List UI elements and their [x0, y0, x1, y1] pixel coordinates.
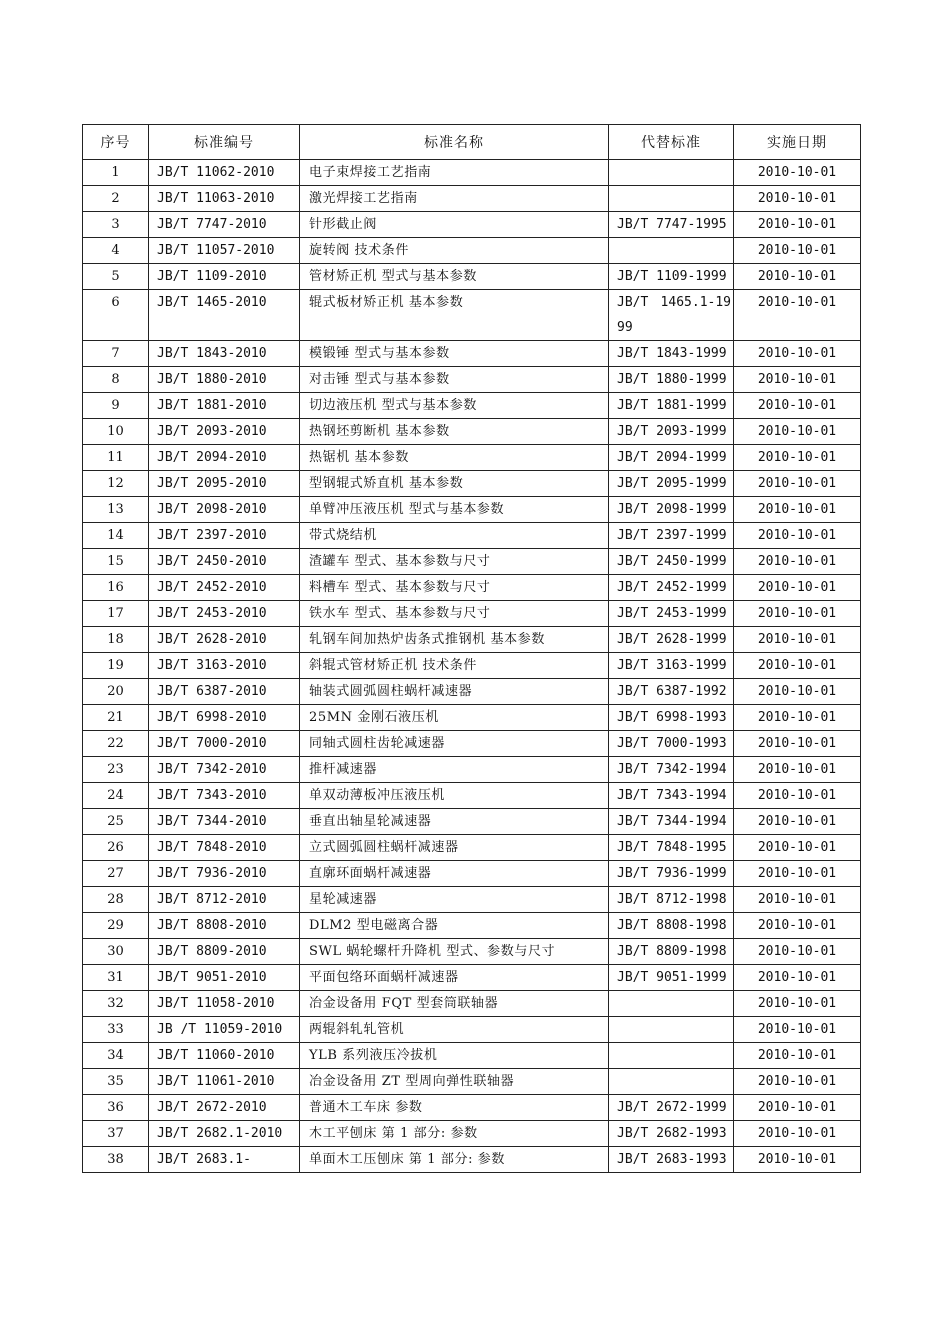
cell-implementation-date: 2010-10-01 — [734, 731, 861, 757]
cell-standard-name: 25MN 金刚石液压机 — [300, 705, 609, 731]
cell-replaced-standard: JB/T 8809-1998 — [609, 939, 734, 965]
cell-implementation-date: 2010-10-01 — [734, 627, 861, 653]
cell-implementation-date: 2010-10-01 — [734, 471, 861, 497]
cell-standard-code: JB/T 1465-2010 — [149, 290, 300, 341]
cell-replaced-standard: JB/T 8808-1998 — [609, 913, 734, 939]
cell-serial-no: 13 — [83, 497, 149, 523]
table-row — [83, 939, 861, 965]
cell-serial-no: 9 — [83, 393, 149, 419]
cell-serial-no: 33 — [83, 1017, 149, 1043]
header-standard-name: 标准名称 — [300, 125, 609, 160]
table-row — [83, 1095, 861, 1121]
cell-serial-no: 25 — [83, 809, 149, 835]
cell-standard-name: 推杆减速器 — [300, 757, 609, 783]
cell-standard-code: JB/T 2093-2010 — [149, 419, 300, 445]
cell-implementation-date: 2010-10-01 — [734, 913, 861, 939]
cell-replaced-standard: JB/T 6998-1993 — [609, 705, 734, 731]
cell-serial-no: 4 — [83, 238, 149, 264]
cell-standard-name: 两辊斜轧轧管机 — [300, 1017, 609, 1043]
cell-serial-no: 38 — [83, 1147, 149, 1173]
table-row — [83, 471, 861, 497]
cell-replaced-standard: JB/T 2093-1999 — [609, 419, 734, 445]
cell-standard-name: 斜辊式管材矫正机 技术条件 — [300, 653, 609, 679]
table-row — [83, 601, 861, 627]
table-row — [83, 991, 861, 1017]
cell-serial-no: 26 — [83, 835, 149, 861]
table-header-row — [83, 125, 861, 160]
cell-standard-name: 直廓环面蜗杆减速器 — [300, 861, 609, 887]
cell-implementation-date: 2010-10-01 — [734, 1017, 861, 1043]
cell-implementation-date: 2010-10-01 — [734, 238, 861, 264]
table-row — [83, 419, 861, 445]
table-row — [83, 783, 861, 809]
table-row — [83, 627, 861, 653]
cell-replaced-standard: JB/T 7342-1994 — [609, 757, 734, 783]
cell-serial-no: 8 — [83, 367, 149, 393]
cell-serial-no: 23 — [83, 757, 149, 783]
standards-table — [82, 124, 861, 1173]
cell-standard-code: JB/T 6998-2010 — [149, 705, 300, 731]
cell-standard-name: 料槽车 型式、基本参数与尺寸 — [300, 575, 609, 601]
cell-standard-name: 轧钢车间加热炉齿条式推钢机 基本参数 — [300, 627, 609, 653]
cell-replaced-standard: JB/T 3163-1999 — [609, 653, 734, 679]
cell-replaced-standard: JB/T 7936-1999 — [609, 861, 734, 887]
cell-serial-no: 36 — [83, 1095, 149, 1121]
cell-serial-no: 12 — [83, 471, 149, 497]
cell-standard-code: JB/T 2098-2010 — [149, 497, 300, 523]
cell-standard-name: 普通木工车床 参数 — [300, 1095, 609, 1121]
cell-standard-name: 激光焊接工艺指南 — [300, 186, 609, 212]
cell-implementation-date: 2010-10-01 — [734, 367, 861, 393]
cell-implementation-date: 2010-10-01 — [734, 549, 861, 575]
cell-standard-name: 单臂冲压液压机 型式与基本参数 — [300, 497, 609, 523]
table-row — [83, 1069, 861, 1095]
header-standard-code: 标准编号 — [149, 125, 300, 160]
cell-implementation-date: 2010-10-01 — [734, 575, 861, 601]
cell-standard-name: 冶金设备用 ZT 型周向弹性联轴器 — [300, 1069, 609, 1095]
table-row — [83, 160, 861, 186]
cell-implementation-date: 2010-10-01 — [734, 160, 861, 186]
cell-replaced-standard: JB/T 2094-1999 — [609, 445, 734, 471]
cell-serial-no: 15 — [83, 549, 149, 575]
cell-replaced-standard: JB/T 1843-1999 — [609, 341, 734, 367]
cell-implementation-date: 2010-10-01 — [734, 186, 861, 212]
cell-implementation-date: 2010-10-01 — [734, 445, 861, 471]
cell-serial-no: 20 — [83, 679, 149, 705]
cell-standard-name: 单双动薄板冲压液压机 — [300, 783, 609, 809]
cell-standard-code: JB/T 8809-2010 — [149, 939, 300, 965]
cell-serial-no: 17 — [83, 601, 149, 627]
table-row — [83, 445, 861, 471]
cell-standard-code: JB/T 2683.1- — [149, 1147, 300, 1173]
cell-standard-code: JB/T 2397-2010 — [149, 523, 300, 549]
cell-standard-name: SWL 蜗轮螺杆升降机 型式、参数与尺寸 — [300, 939, 609, 965]
table-row — [83, 705, 861, 731]
cell-serial-no: 37 — [83, 1121, 149, 1147]
cell-serial-no: 3 — [83, 212, 149, 238]
table-row — [83, 290, 861, 341]
cell-serial-no: 29 — [83, 913, 149, 939]
cell-standard-name: YLB 系列液压冷拔机 — [300, 1043, 609, 1069]
cell-implementation-date: 2010-10-01 — [734, 264, 861, 290]
cell-serial-no: 24 — [83, 783, 149, 809]
table-row — [83, 186, 861, 212]
cell-serial-no: 19 — [83, 653, 149, 679]
table-row — [83, 679, 861, 705]
cell-standard-name: 同轴式圆柱齿轮减速器 — [300, 731, 609, 757]
cell-replaced-standard — [609, 1069, 734, 1095]
cell-standard-code: JB/T 2453-2010 — [149, 601, 300, 627]
cell-replaced-standard: JB/T 2672-1999 — [609, 1095, 734, 1121]
cell-replaced-standard: JB/T 1465.1-1999 — [609, 290, 734, 341]
cell-standard-code: JB/T 11061-2010 — [149, 1069, 300, 1095]
table-row — [83, 731, 861, 757]
cell-standard-name: 对击锤 型式与基本参数 — [300, 367, 609, 393]
cell-replaced-standard: JB/T 2452-1999 — [609, 575, 734, 601]
cell-serial-no: 31 — [83, 965, 149, 991]
header-implementation-date: 实施日期 — [734, 125, 861, 160]
cell-standard-code: JB/T 11063-2010 — [149, 186, 300, 212]
cell-standard-name: 管材矫正机 型式与基本参数 — [300, 264, 609, 290]
cell-serial-no: 2 — [83, 186, 149, 212]
cell-standard-name: 冶金设备用 FQT 型套筒联轴器 — [300, 991, 609, 1017]
table-row — [83, 965, 861, 991]
table-row — [83, 523, 861, 549]
table-row — [83, 757, 861, 783]
cell-implementation-date: 2010-10-01 — [734, 705, 861, 731]
cell-standard-code: JB/T 2094-2010 — [149, 445, 300, 471]
cell-standard-code: JB/T 1880-2010 — [149, 367, 300, 393]
cell-implementation-date: 2010-10-01 — [734, 1043, 861, 1069]
cell-standard-code: JB/T 7342-2010 — [149, 757, 300, 783]
cell-replaced-standard — [609, 991, 734, 1017]
cell-replaced-standard: JB/T 2095-1999 — [609, 471, 734, 497]
cell-serial-no: 7 — [83, 341, 149, 367]
table-row — [83, 238, 861, 264]
table-row — [83, 809, 861, 835]
cell-standard-code: JB/T 2095-2010 — [149, 471, 300, 497]
cell-implementation-date: 2010-10-01 — [734, 991, 861, 1017]
cell-standard-name: 铁水车 型式、基本参数与尺寸 — [300, 601, 609, 627]
table-row — [83, 1147, 861, 1173]
cell-replaced-standard: JB/T 2453-1999 — [609, 601, 734, 627]
cell-standard-code: JB/T 11060-2010 — [149, 1043, 300, 1069]
cell-replaced-standard: JB/T 8712-1998 — [609, 887, 734, 913]
cell-serial-no: 30 — [83, 939, 149, 965]
cell-standard-name: 热锯机 基本参数 — [300, 445, 609, 471]
cell-replaced-standard: JB/T 7344-1994 — [609, 809, 734, 835]
cell-standard-name: DLM2 型电磁离合器 — [300, 913, 609, 939]
cell-serial-no: 6 — [83, 290, 149, 341]
cell-implementation-date: 2010-10-01 — [734, 290, 861, 341]
cell-implementation-date: 2010-10-01 — [734, 809, 861, 835]
cell-replaced-standard: JB/T 1109-1999 — [609, 264, 734, 290]
cell-standard-name: 单面木工压刨床 第 1 部分: 参数 — [300, 1147, 609, 1173]
cell-standard-name: 带式烧结机 — [300, 523, 609, 549]
cell-replaced-standard — [609, 1017, 734, 1043]
cell-implementation-date: 2010-10-01 — [734, 1069, 861, 1095]
cell-serial-no: 32 — [83, 991, 149, 1017]
cell-replaced-standard: JB/T 6387-1992 — [609, 679, 734, 705]
cell-standard-name: 平面包络环面蜗杆减速器 — [300, 965, 609, 991]
cell-standard-name: 型钢辊式矫直机 基本参数 — [300, 471, 609, 497]
cell-standard-code: JB/T 7344-2010 — [149, 809, 300, 835]
cell-replaced-standard: JB/T 2682-1993 — [609, 1121, 734, 1147]
table-row — [83, 1017, 861, 1043]
cell-standard-code: JB/T 2450-2010 — [149, 549, 300, 575]
cell-replaced-standard — [609, 1043, 734, 1069]
cell-serial-no: 18 — [83, 627, 149, 653]
table-row — [83, 549, 861, 575]
cell-standard-code: JB/T 7936-2010 — [149, 861, 300, 887]
cell-implementation-date: 2010-10-01 — [734, 757, 861, 783]
cell-implementation-date: 2010-10-01 — [734, 887, 861, 913]
cell-serial-no: 28 — [83, 887, 149, 913]
cell-serial-no: 27 — [83, 861, 149, 887]
cell-standard-code: JB/T 11062-2010 — [149, 160, 300, 186]
cell-standard-code: JB/T 2452-2010 — [149, 575, 300, 601]
cell-standard-code: JB/T 1109-2010 — [149, 264, 300, 290]
cell-replaced-standard: JB/T 7343-1994 — [609, 783, 734, 809]
cell-standard-name: 木工平刨床 第 1 部分: 参数 — [300, 1121, 609, 1147]
cell-standard-code: JB/T 2682.1-2010 — [149, 1121, 300, 1147]
cell-standard-name: 渣罐车 型式、基本参数与尺寸 — [300, 549, 609, 575]
cell-implementation-date: 2010-10-01 — [734, 783, 861, 809]
cell-standard-code: JB/T 7343-2010 — [149, 783, 300, 809]
cell-replaced-standard: JB/T 1880-1999 — [609, 367, 734, 393]
cell-standard-code: JB/T 7000-2010 — [149, 731, 300, 757]
cell-serial-no: 34 — [83, 1043, 149, 1069]
table-row — [83, 212, 861, 238]
cell-replaced-standard: JB/T 2628-1999 — [609, 627, 734, 653]
cell-standard-code: JB/T 1881-2010 — [149, 393, 300, 419]
table-row — [83, 1043, 861, 1069]
cell-standard-name: 星轮减速器 — [300, 887, 609, 913]
cell-implementation-date: 2010-10-01 — [734, 835, 861, 861]
cell-replaced-standard: JB/T 2098-1999 — [609, 497, 734, 523]
cell-replaced-standard: JB/T 2683-1993 — [609, 1147, 734, 1173]
cell-replaced-standard: JB/T 1881-1999 — [609, 393, 734, 419]
cell-standard-name: 针形截止阀 — [300, 212, 609, 238]
cell-implementation-date: 2010-10-01 — [734, 861, 861, 887]
cell-serial-no: 11 — [83, 445, 149, 471]
cell-implementation-date: 2010-10-01 — [734, 939, 861, 965]
cell-replaced-standard: JB/T 2450-1999 — [609, 549, 734, 575]
cell-standard-code: JB/T 11057-2010 — [149, 238, 300, 264]
cell-standard-name: 电子束焊接工艺指南 — [300, 160, 609, 186]
cell-standard-name: 垂直出轴星轮减速器 — [300, 809, 609, 835]
cell-replaced-standard: JB/T 9051-1999 — [609, 965, 734, 991]
cell-standard-code: JB /T 11059-2010 — [149, 1017, 300, 1043]
cell-serial-no: 35 — [83, 1069, 149, 1095]
cell-implementation-date: 2010-10-01 — [734, 601, 861, 627]
table-body — [83, 160, 861, 1173]
cell-standard-code: JB/T 11058-2010 — [149, 991, 300, 1017]
cell-serial-no: 14 — [83, 523, 149, 549]
table-row — [83, 1121, 861, 1147]
cell-implementation-date: 2010-10-01 — [734, 393, 861, 419]
table-row — [83, 393, 861, 419]
cell-implementation-date: 2010-10-01 — [734, 1121, 861, 1147]
table-row — [83, 264, 861, 290]
cell-replaced-standard: JB/T 7747-1995 — [609, 212, 734, 238]
cell-implementation-date: 2010-10-01 — [734, 419, 861, 445]
cell-standard-code: JB/T 1843-2010 — [149, 341, 300, 367]
table-row — [83, 887, 861, 913]
cell-serial-no: 16 — [83, 575, 149, 601]
cell-standard-code: JB/T 2628-2010 — [149, 627, 300, 653]
table-row — [83, 575, 861, 601]
cell-standard-code: JB/T 8712-2010 — [149, 887, 300, 913]
cell-standard-name: 立式圆弧圆柱蜗杆减速器 — [300, 835, 609, 861]
cell-standard-name: 辊式板材矫正机 基本参数 — [300, 290, 609, 341]
cell-standard-name: 切边液压机 型式与基本参数 — [300, 393, 609, 419]
table-row — [83, 341, 861, 367]
table-row — [83, 367, 861, 393]
cell-standard-name: 轴装式圆弧圆柱蜗杆减速器 — [300, 679, 609, 705]
cell-standard-code: JB/T 2672-2010 — [149, 1095, 300, 1121]
cell-replaced-standard — [609, 238, 734, 264]
cell-standard-name: 旋转阀 技术条件 — [300, 238, 609, 264]
table-row — [83, 497, 861, 523]
cell-standard-name: 热钢坯剪断机 基本参数 — [300, 419, 609, 445]
cell-standard-code: JB/T 8808-2010 — [149, 913, 300, 939]
cell-standard-code: JB/T 6387-2010 — [149, 679, 300, 705]
cell-standard-code: JB/T 3163-2010 — [149, 653, 300, 679]
cell-implementation-date: 2010-10-01 — [734, 653, 861, 679]
table-row — [83, 835, 861, 861]
cell-replaced-standard — [609, 186, 734, 212]
header-serial-no: 序号 — [83, 125, 149, 160]
table-row — [83, 653, 861, 679]
cell-standard-name: 模锻锤 型式与基本参数 — [300, 341, 609, 367]
cell-implementation-date: 2010-10-01 — [734, 212, 861, 238]
cell-implementation-date: 2010-10-01 — [734, 497, 861, 523]
cell-replaced-standard — [609, 160, 734, 186]
cell-serial-no: 21 — [83, 705, 149, 731]
cell-replaced-standard: JB/T 7848-1995 — [609, 835, 734, 861]
table-row — [83, 861, 861, 887]
cell-standard-code: JB/T 7747-2010 — [149, 212, 300, 238]
table-row — [83, 913, 861, 939]
cell-standard-code: JB/T 9051-2010 — [149, 965, 300, 991]
header-replaced-standard: 代替标准 — [609, 125, 734, 160]
cell-replaced-standard: JB/T 7000-1993 — [609, 731, 734, 757]
cell-serial-no: 1 — [83, 160, 149, 186]
cell-serial-no: 5 — [83, 264, 149, 290]
cell-implementation-date: 2010-10-01 — [734, 523, 861, 549]
cell-implementation-date: 2010-10-01 — [734, 1147, 861, 1173]
cell-serial-no: 10 — [83, 419, 149, 445]
cell-serial-no: 22 — [83, 731, 149, 757]
cell-implementation-date: 2010-10-01 — [734, 965, 861, 991]
cell-implementation-date: 2010-10-01 — [734, 341, 861, 367]
cell-replaced-standard: JB/T 2397-1999 — [609, 523, 734, 549]
cell-implementation-date: 2010-10-01 — [734, 679, 861, 705]
cell-implementation-date: 2010-10-01 — [734, 1095, 861, 1121]
cell-standard-code: JB/T 7848-2010 — [149, 835, 300, 861]
